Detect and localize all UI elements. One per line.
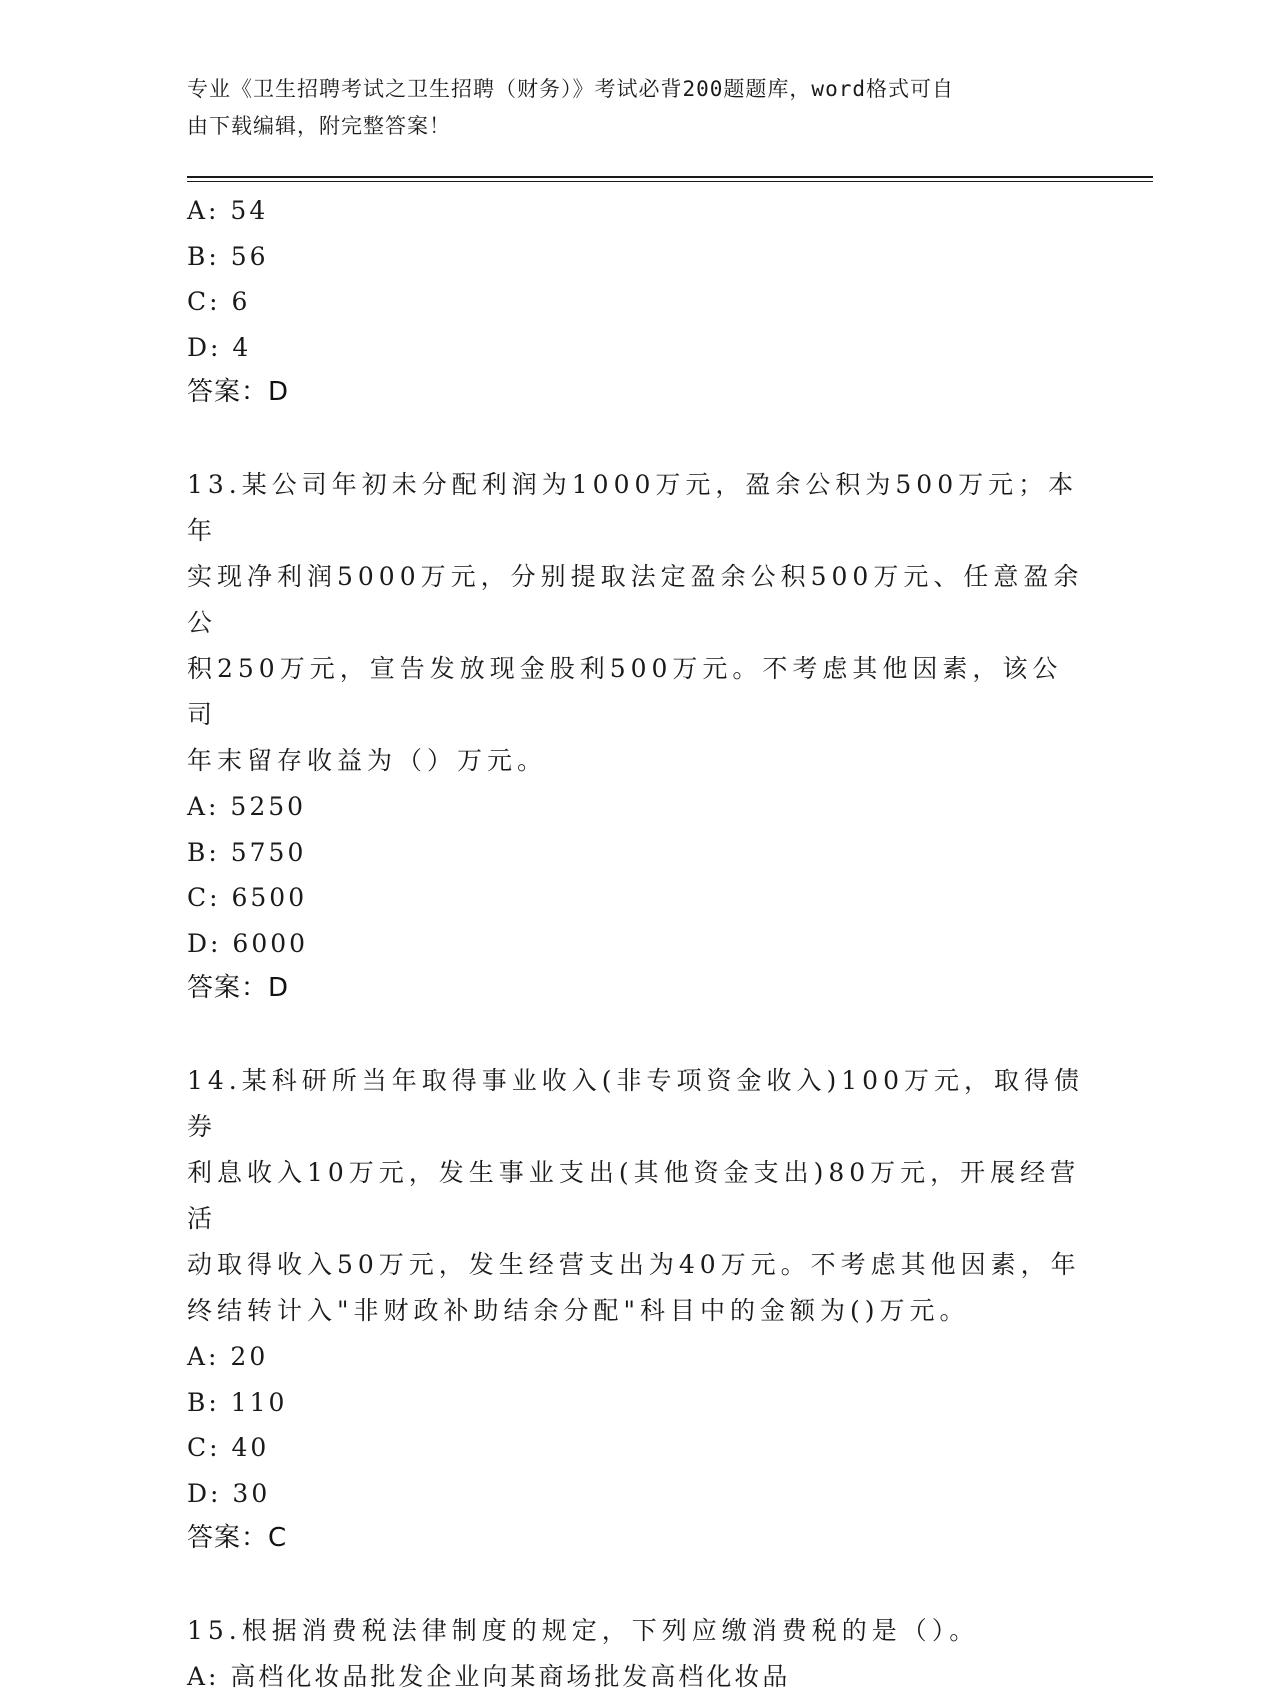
option-c: C: 40 bbox=[187, 1433, 270, 1463]
question-15-text bbox=[187, 1608, 1087, 1654]
question-12-block bbox=[187, 188, 1087, 416]
spacer bbox=[187, 1012, 1087, 1058]
option-b: B: 56 bbox=[187, 241, 269, 271]
option-d: D: 6000 bbox=[187, 928, 309, 958]
option-d: D: 4 bbox=[187, 332, 252, 362]
document-header bbox=[187, 71, 1067, 145]
question-line: 利息收入10万元，发生事业支出(其他资金支出)80万元，开展经营活 bbox=[187, 1157, 1081, 1233]
question-line: 实现净利润5000万元，分别提取法定盈余公积500万元、任意盈余公 bbox=[187, 561, 1084, 637]
question-line: 年末留存收益为（）万元。 bbox=[187, 745, 548, 775]
answer-line: 答案：D bbox=[187, 377, 290, 408]
question-15-block bbox=[187, 1608, 1087, 1700]
question-13-text bbox=[187, 462, 1087, 784]
question-13-block bbox=[187, 462, 1087, 1012]
option-b: B: 110 bbox=[187, 1387, 288, 1417]
question-line: 13.某公司年初未分配利润为1000万元，盈余公积为500万元；本年 bbox=[187, 469, 1079, 545]
answer-line: 答案：D bbox=[187, 973, 290, 1004]
option-a: A: 54 bbox=[187, 196, 269, 225]
question-line: 积250万元，宣告发放现金股利500万元。不考虑其他因素，该公司 bbox=[187, 653, 1063, 729]
option-d: D: 30 bbox=[187, 1478, 271, 1508]
option-b: B: 5750 bbox=[187, 837, 307, 867]
header-divider-thick bbox=[187, 176, 1153, 178]
question-14-text bbox=[187, 1058, 1087, 1334]
answer-line: 答案：C bbox=[187, 1523, 288, 1554]
spacer bbox=[187, 416, 1087, 462]
question-line: 15.根据消费税法律制度的规定，下列应缴消费税的是（）。 bbox=[187, 1615, 980, 1645]
header-line-1: 专业《卫生招聘考试之卫生招聘（财务）》考试必背200题题库，word格式可自 bbox=[187, 77, 954, 101]
option-a: A: 5250 bbox=[187, 791, 307, 821]
document-body bbox=[187, 188, 1087, 1700]
option-c: C: 6 bbox=[187, 287, 251, 317]
option-a: A: 高档化妆品批发企业向某商场批发高档化妆品 bbox=[187, 1661, 791, 1691]
question-line: 终结转计入"非财政补助结余分配"科目中的金额为()万元。 bbox=[187, 1295, 970, 1325]
spacer bbox=[187, 1562, 1087, 1608]
question-line: 14.某科研所当年取得事业收入(非专项资金收入)100万元，取得债券 bbox=[187, 1065, 1084, 1141]
option-c: C: 6500 bbox=[187, 883, 308, 913]
question-14-block bbox=[187, 1058, 1087, 1562]
question-line: 动取得收入50万元，发生经营支出为40万元。不考虑其他因素，年 bbox=[187, 1249, 1081, 1279]
header-divider-thin bbox=[187, 181, 1153, 182]
option-a: A: 20 bbox=[187, 1341, 269, 1371]
header-line-2: 由下载编辑，附完整答案！ bbox=[187, 114, 451, 138]
